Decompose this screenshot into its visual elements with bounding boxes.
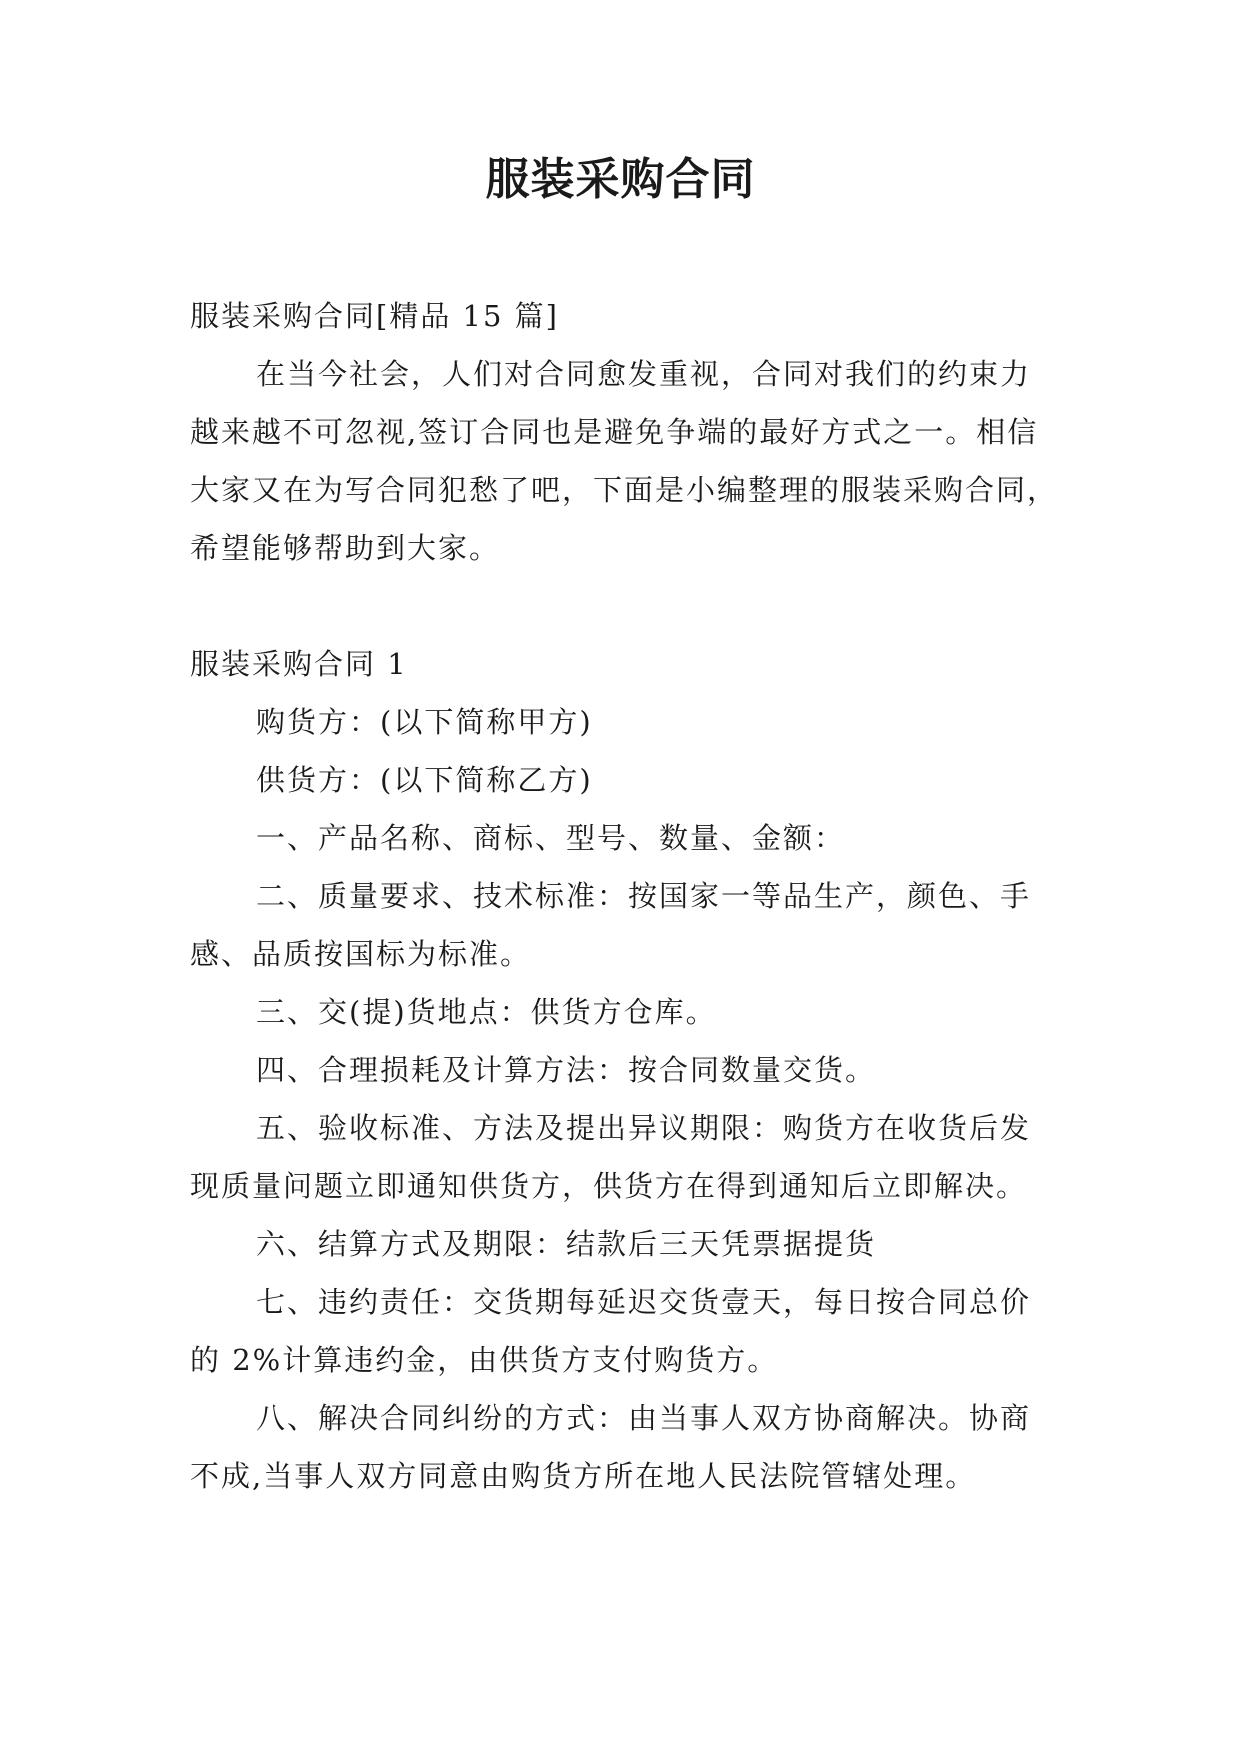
- clause-7-liability: 七、违约责任：交货期每延迟交货壹天，每日按合同总价的 2%计算违约金，由供货方支付购货方。: [190, 1285, 1032, 1377]
- document-title: 服装采购合同: [485, 154, 756, 205]
- clause-supplier: 供货方：(以下简称乙方): [256, 763, 593, 797]
- clause-buyer: 购货方：(以下简称甲方): [256, 705, 593, 739]
- document-subtitle: 服装采购合同[精品 15 篇]: [190, 299, 559, 333]
- clause-6-settlement: 六、结算方式及期限：结款后三天凭票据提货: [256, 1227, 877, 1261]
- document-body: [190, 287, 1060, 1505]
- clause-5-acceptance: 五、验收标准、方法及提出异议期限：购货方在收货后发现质量问题立即通知供货方，供货方在得到通知后立即解决。: [190, 1111, 1032, 1203]
- section-heading: 服装采购合同 1: [190, 647, 408, 681]
- clause-2-quality: 二、质量要求、技术标准：按国家一等品生产，颜色、手感、品质按国标为标准。: [190, 879, 1032, 971]
- clause-1-product: 一、产品名称、商标、型号、数量、金额：: [256, 821, 846, 855]
- intro-paragraph: 在当今社会，人们对合同愈发重视，合同对我们的约束力越来越不可忽视,签订合同也是避免争端的最好方式之一。相信大家又在为写合同犯愁了吧，下面是小编整理的服装采购合同，希望能够帮助到大家。: [190, 357, 1059, 565]
- clause-3-delivery-location: 三、交(提)货地点：供货方仓库。: [256, 995, 717, 1029]
- clause-4-loss: 四、合理损耗及计算方法：按合同数量交货。: [256, 1053, 877, 1087]
- clause-8-disputes: 八、解决合同纠纷的方式：由当事人双方协商解决。协商不成,当事人双方同意由购货方所在地人民法院管辖处理。: [190, 1401, 1032, 1493]
- paragraph-spacer: [190, 577, 1060, 635]
